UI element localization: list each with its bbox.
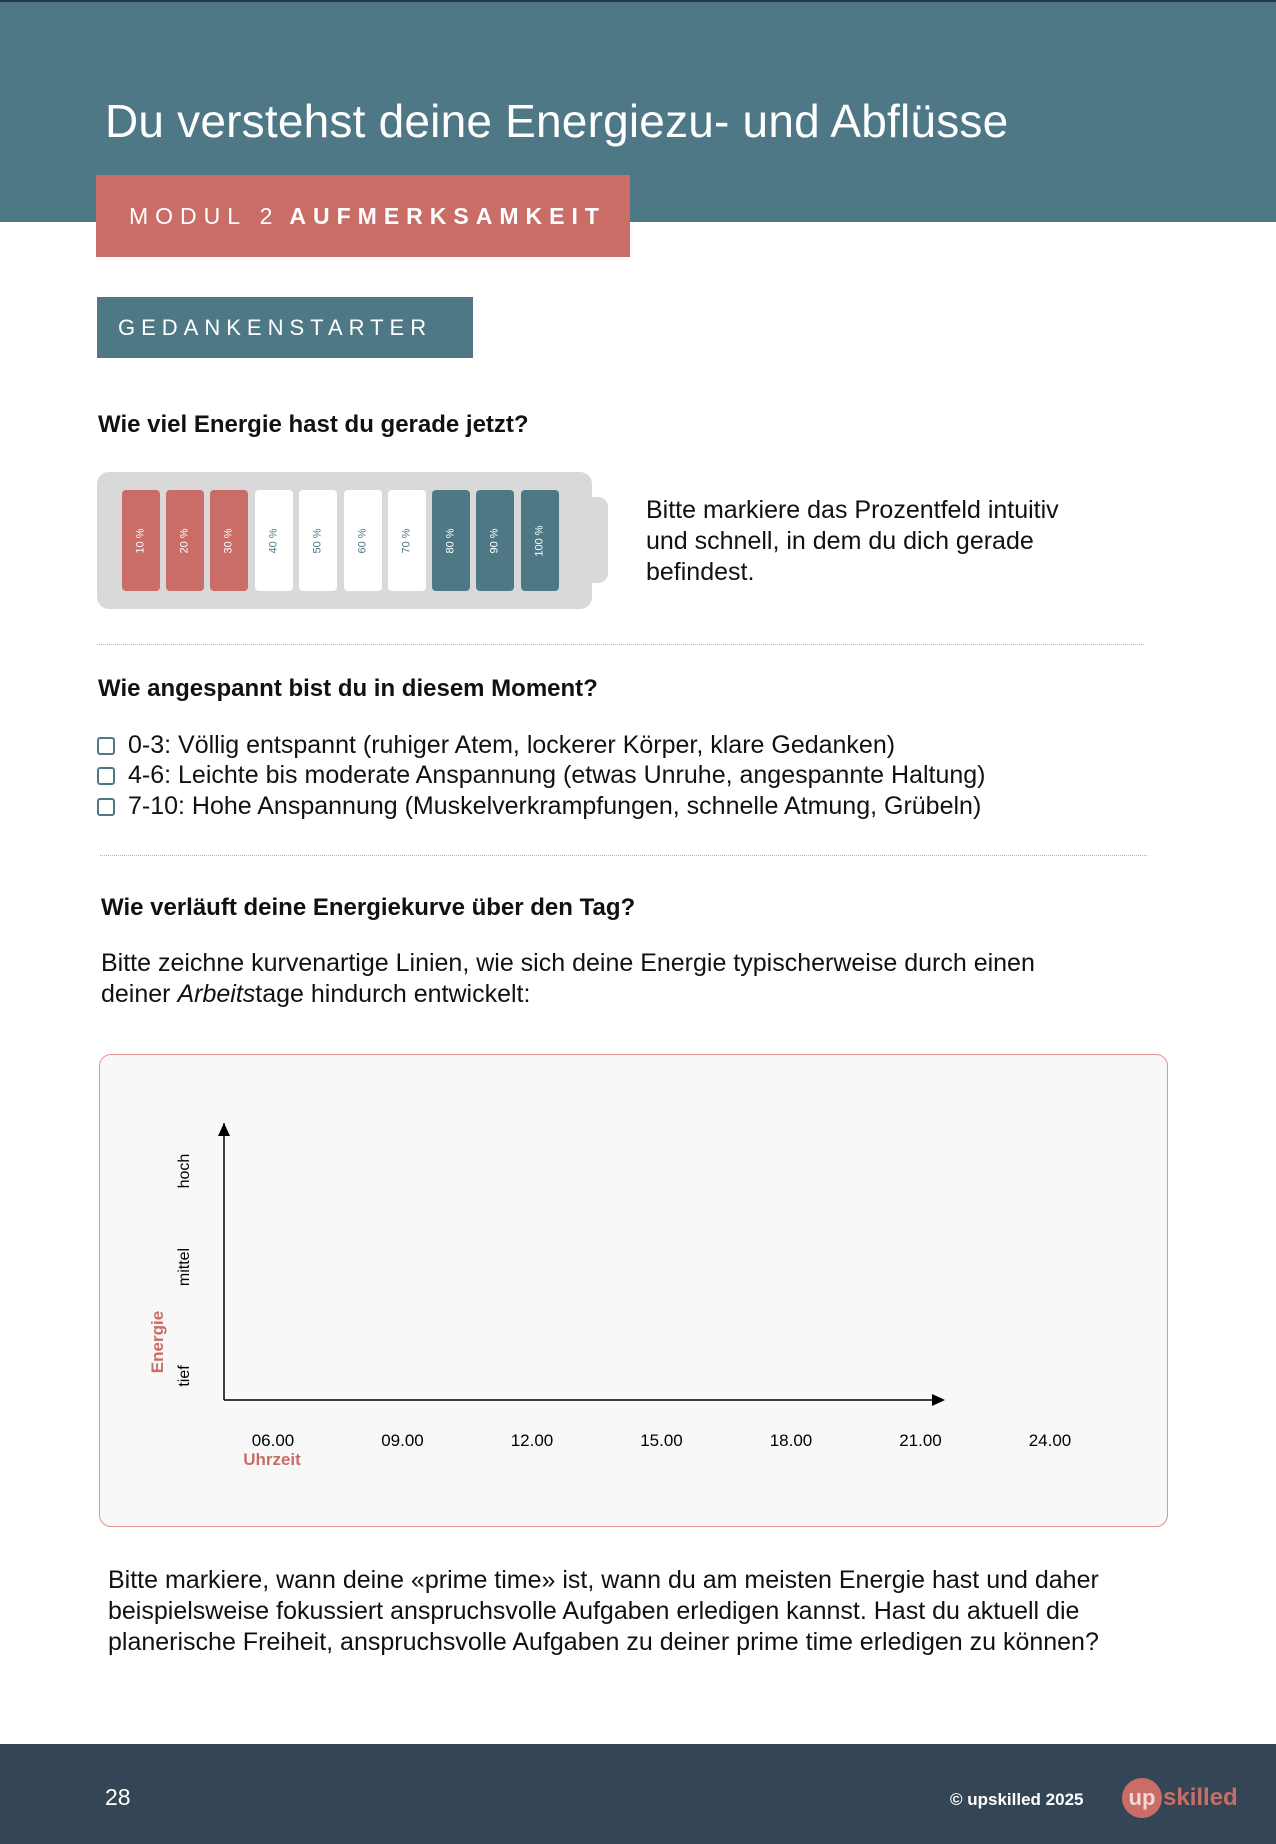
module-badge (96, 175, 630, 257)
module-name: AUFMERKSAMKEIT (289, 202, 606, 229)
option-label: 0-3: Völlig entspannt (ruhiger Atem, lockerer Körper, klare Gedanken) (128, 731, 896, 759)
curve-question: Wie verläuft deine Energiekurve über den Tag? (101, 894, 636, 921)
battery-cell-40[interactable] (255, 490, 293, 591)
x-tick-label: 21.00 (899, 1431, 942, 1450)
battery-cell-50[interactable] (299, 490, 337, 591)
x-tick-label: 24.00 (1028, 1431, 1072, 1450)
x-tick-label: 18.00 (769, 1431, 813, 1450)
copyright: © upskilled 2025 (950, 1790, 1084, 1809)
cell-label: 50 % (311, 527, 324, 554)
y-level-label: mittel (176, 1247, 193, 1287)
x-tick-label: 06.00 (251, 1431, 295, 1450)
checkbox[interactable] (97, 798, 115, 816)
cell-label: 80 % (444, 527, 457, 554)
cell-label: 100 % (533, 524, 546, 557)
instruction-text: Bitte zeichne kurvenartige Linien, wie sich deine Energie typischerweise durch einen deiner (101, 949, 1035, 1008)
divider (97, 644, 1144, 645)
battery-cell-60[interactable] (344, 490, 382, 591)
energy-chart[interactable] (100, 1055, 1169, 1528)
battery-cell-30[interactable] (210, 490, 248, 591)
x-axis-title: Uhrzeit (243, 1450, 301, 1469)
tension-question: Wie angespannt bist du in diesem Moment? (98, 675, 598, 702)
cell-label: 90 % (488, 527, 501, 554)
cell-label: 70 % (400, 527, 413, 554)
cell-label: 10 % (134, 527, 147, 554)
tension-option (97, 731, 895, 760)
cell-label: 30 % (222, 527, 235, 554)
battery-cell-90[interactable] (476, 490, 514, 591)
y-level-label: hoch (176, 1153, 193, 1189)
battery-instruction: Bitte markiere das Prozentfeld intuitiv und schnell, in dem du dich gerade befindest. (646, 496, 1059, 586)
instruction-italic: Arbeits (177, 980, 256, 1008)
checkbox[interactable] (97, 767, 115, 785)
logo-up: up (1122, 1778, 1162, 1818)
y-axis-arrow (218, 1123, 230, 1136)
x-axis-arrow (932, 1394, 945, 1406)
energy-question: Wie viel Energie hast du gerade jetzt? (98, 411, 529, 438)
cell-label: 20 % (178, 527, 191, 554)
x-tick-label: 12.00 (510, 1431, 554, 1450)
battery-cell-100[interactable] (521, 490, 559, 591)
battery-cell-20[interactable] (166, 490, 204, 591)
option-label: 7-10: Hohe Anspannung (Muskelverkrampfungen, schnelle Atmung, Grübeln) (128, 792, 982, 820)
curve-instruction (101, 948, 1111, 1010)
x-tick-label: 09.00 (381, 1431, 424, 1450)
tension-option (97, 792, 981, 821)
module-prefix: MODUL 2 (129, 202, 280, 229)
upskilled-logo (1122, 1778, 1238, 1818)
cell-label: 40 % (267, 527, 280, 554)
option-label: 4-6: Leichte bis moderate Anspannung (etwas Unruhe, angespannte Haltung) (128, 761, 986, 789)
logo-skilled: skilled (1163, 1784, 1238, 1811)
energy-chart-frame (99, 1054, 1168, 1527)
prime-time-text: Bitte markiere, wann deine «prime time» ist, wann du am meisten Energie hast und daher beispielsweise fokussiert anspruchsvolle Aufgaben erledigen kannst. Hast du aktuell die planerische Freiheit, anspruchsvolle Aufgaben zu deiner prime time erledigen zu können? (108, 1566, 1099, 1656)
x-tick-label: 15.00 (640, 1431, 683, 1450)
battery-cell-70[interactable] (388, 490, 426, 591)
battery-tip (590, 497, 608, 583)
page-title: Du verstehst deine Energiezu- und Abflüsse (105, 95, 1009, 147)
battery-cell-80[interactable] (432, 490, 470, 591)
y-level-label: tief (176, 1365, 193, 1387)
footer (0, 1744, 1276, 1844)
instruction-text: tage hindurch entwickelt: (255, 980, 531, 1008)
page-number: 28 (105, 1784, 131, 1810)
tension-option (97, 761, 986, 790)
cell-label: 60 % (356, 527, 369, 554)
divider (100, 855, 1147, 856)
y-axis-title: Energie (148, 1310, 167, 1374)
section-label: GEDANKENSTARTER (97, 297, 473, 358)
checkbox[interactable] (97, 737, 115, 755)
battery-cell-10[interactable] (122, 490, 160, 591)
